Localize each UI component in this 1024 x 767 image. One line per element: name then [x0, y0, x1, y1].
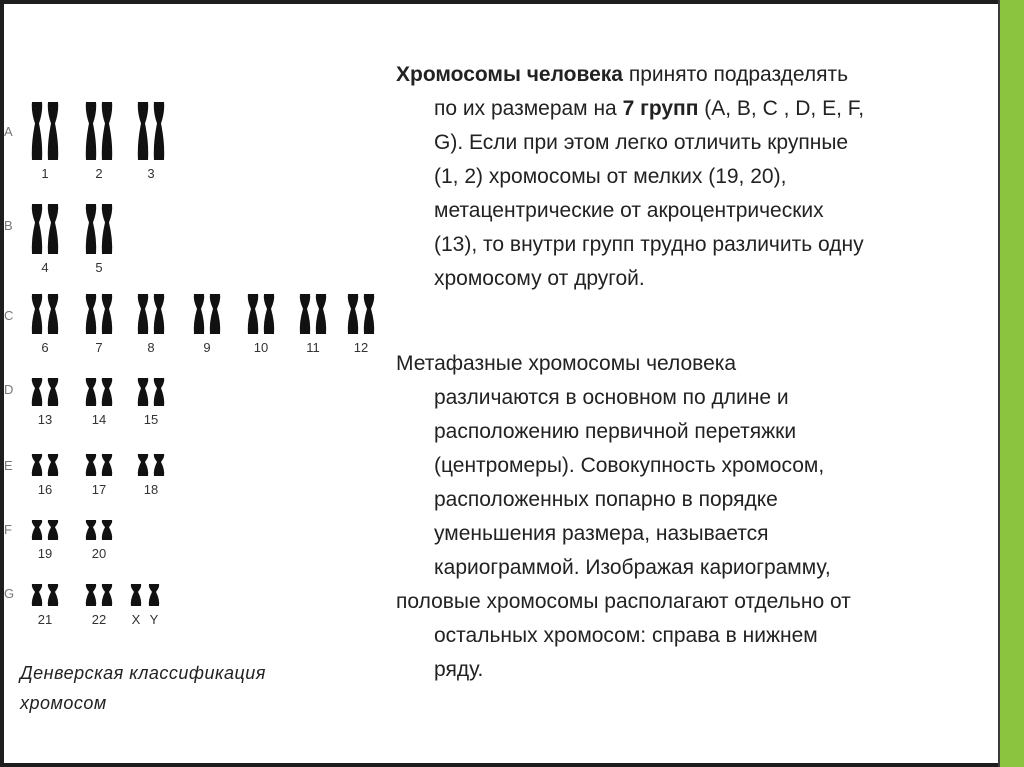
chromosome-label-13: 13 [37, 412, 53, 427]
group-letter-e: E [4, 458, 13, 473]
paragraph1-line-1 [396, 58, 864, 92]
paragraph2-line-1: Метафазные хромосомы человека [396, 352, 737, 375]
bold-term-7-groups: 7 групп [622, 97, 699, 120]
paragraph2-line-6: уменьшения размера, называется [434, 522, 769, 545]
chromosome-label-8: 8 [147, 340, 155, 355]
chromosome-pair-8 [134, 292, 168, 336]
paragraph2-line-10: ряду. [434, 658, 484, 681]
chromosome-label-10: 10 [253, 340, 269, 355]
accent-bar [1000, 0, 1024, 767]
chromosome-pair-y [146, 582, 162, 608]
chromosome-pair-10 [244, 292, 278, 336]
chromosome-label-y: Y [149, 612, 159, 627]
chromosome-pair-3 [134, 100, 168, 162]
chromosome-pair-14 [82, 376, 116, 408]
group-letter-f: F [4, 522, 12, 537]
chromosome-pair-5 [82, 202, 116, 256]
group-letter-g: G [4, 586, 15, 601]
paragraph2-line-2: различаются в основном по длине и [434, 386, 789, 409]
chromosome-pair-16 [28, 452, 62, 478]
chromosome-label-19: 19 [37, 546, 53, 561]
chromosome-label-6: 6 [41, 340, 49, 355]
chromosome-pair-17 [82, 452, 116, 478]
paragraph1-lead-rest: принято подразделять [623, 63, 849, 86]
chromosome-pair-13 [28, 376, 62, 408]
chromosome-label-11: 11 [306, 340, 320, 355]
paragraph2-line-9: остальных хромосом: справа в нижнем [434, 624, 818, 647]
paragraph1-line-5: метацентрические от акроцентрических [434, 199, 824, 222]
paragraph1-line-2 [396, 92, 864, 126]
slide-frame-bottom [0, 763, 1024, 767]
chromosome-label-4: 4 [41, 260, 49, 275]
chromosome-label-18: 18 [143, 482, 159, 497]
chromosome-pair-4 [28, 202, 62, 256]
paragraph2-line-3: расположению первичной перетяжки [434, 420, 797, 443]
chromosome-label-21: 21 [37, 612, 53, 627]
chromosome-label-7: 7 [95, 340, 103, 355]
paragraph2-line-7: кариограммой. Изображая кариограмму, [434, 556, 831, 579]
paragraph1-line2-post: (A, B, C , D, E, F, [698, 97, 865, 120]
chromosome-label-16: 16 [37, 482, 53, 497]
chromosome-label-22: 22 [91, 612, 107, 627]
group-letter-a: A [4, 124, 13, 139]
slide-frame-top [0, 0, 1024, 4]
chromosome-pair-6 [28, 292, 62, 336]
paragraph2-line-8: половые хромосомы располагают отдельно от [396, 590, 851, 613]
chromosome-pair-20 [82, 518, 116, 542]
paragraph-karyogram [396, 347, 851, 687]
karyotype-image [0, 80, 390, 650]
karyotype-caption [20, 658, 380, 718]
chromosome-label-3: 3 [147, 166, 155, 181]
chromosome-pair-21 [28, 582, 62, 608]
chromosome-label-20: 20 [91, 546, 107, 561]
caption-line-1: Денверская классификация [20, 663, 266, 683]
paragraph1-line-7: хромосому от другой. [434, 267, 645, 290]
paragraph1-line-4: (1, 2) хромосомы от мелких (19, 20), [434, 165, 787, 188]
paragraph1-line-3: G). Если при этом легко отличить крупные [434, 131, 849, 154]
group-letter-b: B [4, 218, 13, 233]
chromosome-label-14: 14 [91, 412, 107, 427]
chromosome-pair-12 [344, 292, 378, 336]
group-letter-c: C [4, 308, 14, 323]
chromosome-pair-11 [296, 292, 330, 336]
caption-line-2: хромосом [20, 693, 107, 713]
chromosome-label-1: 1 [41, 166, 49, 181]
chromosome-pair-22 [82, 582, 116, 608]
paragraph1-line-6: (13), то внутри групп трудно различить одну [434, 233, 864, 256]
paragraph2-line-4: (центромеры). Совокупность хромосом, [434, 454, 825, 477]
chromosome-pair-x [128, 582, 144, 608]
paragraph-groups [396, 58, 864, 296]
chromosome-pair-9 [190, 292, 224, 336]
chromosome-label-12: 12 [353, 340, 369, 355]
chromosome-pair-19 [28, 518, 62, 542]
bold-term-chromosomes: Хромосомы человека [396, 63, 623, 86]
chromosome-label-x: X [131, 612, 141, 627]
chromosome-pair-1 [28, 100, 62, 162]
chromosome-pair-7 [82, 292, 116, 336]
chromosome-pair-18 [134, 452, 168, 478]
chromosome-label-17: 17 [91, 482, 107, 497]
paragraph2-line-5: расположенных попарно в порядке [434, 488, 778, 511]
chromosome-pair-2 [82, 100, 116, 162]
chromosome-label-15: 15 [143, 412, 159, 427]
group-letter-d: D [4, 382, 14, 397]
chromosome-label-5: 5 [95, 260, 103, 275]
chromosome-pair-15 [134, 376, 168, 408]
chromosome-label-2: 2 [95, 166, 103, 181]
paragraph1-line2-pre: по их размерам на [434, 97, 623, 120]
chromosome-label-9: 9 [203, 340, 211, 355]
